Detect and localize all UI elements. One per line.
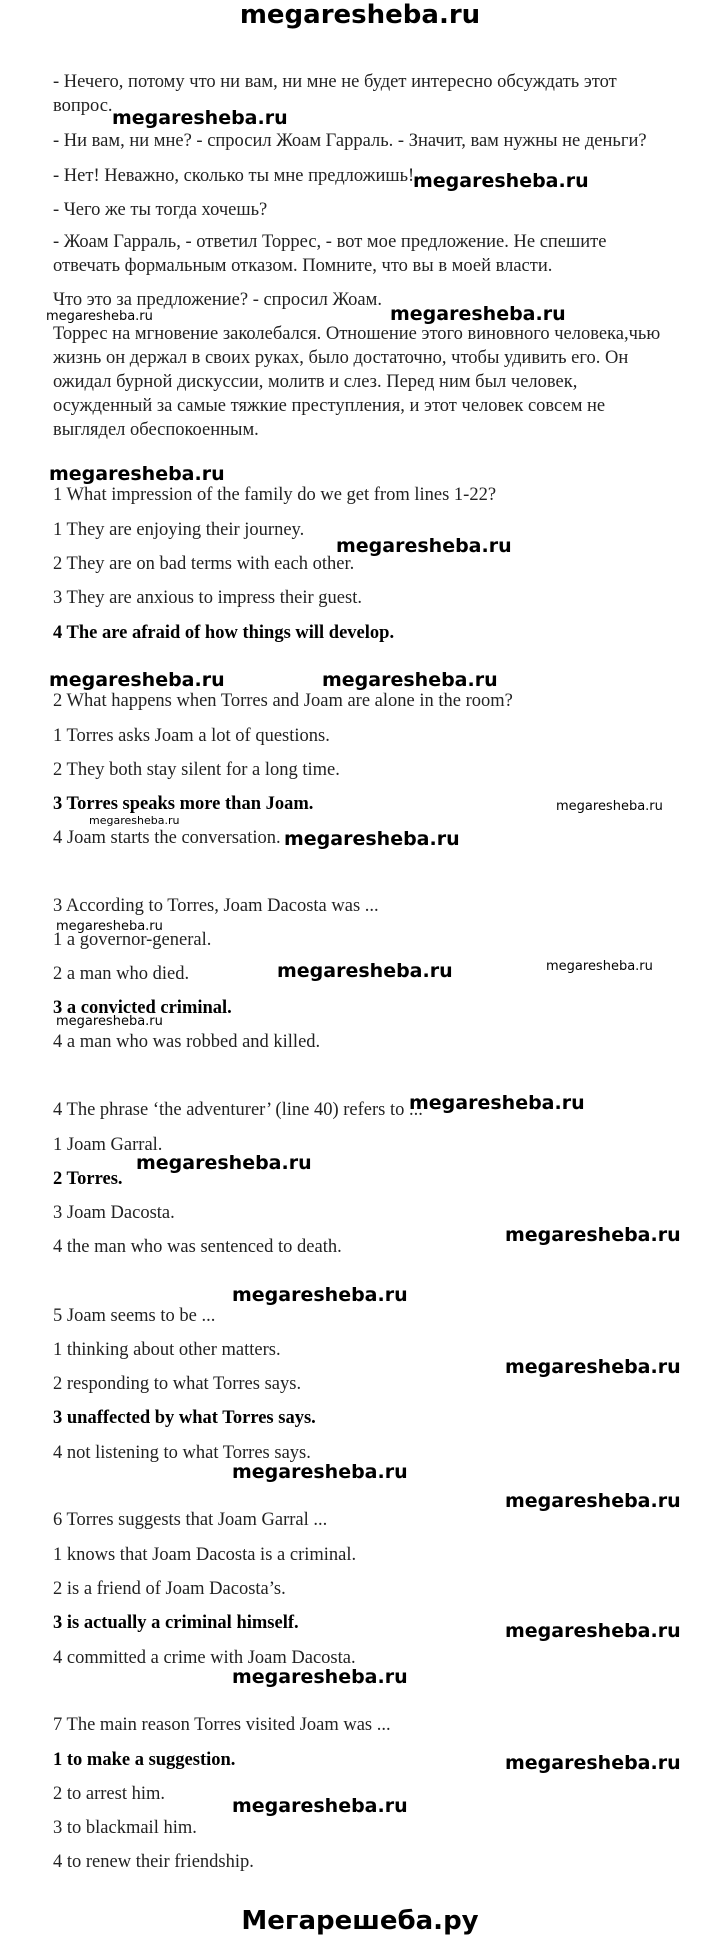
option: 1 They are enjoying their journey.	[53, 520, 305, 540]
option: 1 knows that Joam Dacosta is a criminal.	[53, 1545, 357, 1565]
option: 1 Torres asks Joam a lot of questions.	[53, 726, 330, 746]
watermark: megaresheba.ru	[56, 919, 163, 934]
site-footer: Мегарешеба.ру	[241, 1906, 479, 1936]
text-line: отвечать формальным отказом. Помните, что вы в моей власти.	[53, 256, 553, 276]
option: 2 to arrest him.	[53, 1784, 166, 1804]
option: 2 They are on bad terms with each other.	[53, 554, 355, 574]
option: 2 They both stay silent for a long time.	[53, 760, 340, 780]
watermark: megaresheba.ru	[505, 1620, 681, 1642]
option: 3 They are anxious to impress their guest.	[53, 588, 362, 608]
option: 4 the man who was sentenced to death.	[53, 1237, 342, 1257]
option: 4 a man who was robbed and killed.	[53, 1032, 321, 1052]
option-correct: 3 unaffected by what Torres says.	[53, 1408, 316, 1428]
site-header: megaresheba.ru	[239, 0, 481, 30]
watermark: megaresheba.ru	[232, 1284, 408, 1306]
option: 2 is a friend of Joam Dacosta’s.	[53, 1579, 286, 1599]
option: 4 to renew their friendship.	[53, 1852, 254, 1872]
question-3: 3 According to Torres, Joam Dacosta was ...	[53, 896, 379, 916]
watermark: megaresheba.ru	[46, 309, 153, 324]
text-line: осужденный за самые тяжкие преступления, и этот человек совсем не	[53, 396, 606, 416]
watermark: megaresheba.ru	[322, 669, 498, 691]
option-correct: 3 a convicted criminal.	[53, 998, 232, 1018]
watermark: megaresheba.ru	[409, 1092, 585, 1114]
option-correct: 4 The are afraid of how things will develop.	[53, 623, 395, 643]
option: 1 a governor-general.	[53, 930, 212, 950]
option: 1 Joam Garral.	[53, 1135, 163, 1155]
watermark: megaresheba.ru	[232, 1666, 408, 1688]
text-line: жизнь он держал в своих руках, было достаточно, чтобы удивить его. Он	[53, 348, 629, 368]
option-correct: 3 is actually a criminal himself.	[53, 1613, 299, 1633]
watermark: megaresheba.ru	[49, 669, 225, 691]
watermark: megaresheba.ru	[136, 1152, 312, 1174]
watermark: megaresheba.ru	[232, 1795, 408, 1817]
watermark: megaresheba.ru	[413, 170, 589, 192]
watermark: megaresheba.ru	[505, 1490, 681, 1512]
watermark: megaresheba.ru	[112, 107, 288, 129]
watermark: megaresheba.ru	[232, 1461, 408, 1483]
option: 2 a man who died.	[53, 964, 190, 984]
watermark: megaresheba.ru	[546, 959, 653, 974]
question-6: 6 Torres suggests that Joam Garral ...	[53, 1510, 328, 1530]
watermark: megaresheba.ru	[56, 1014, 163, 1029]
text-line: - Ни вам, ни мне? - спросил Жоам Гарраль. - Значит, вам нужны не деньги?	[53, 131, 647, 151]
watermark: megaresheba.ru	[505, 1356, 681, 1378]
watermark: megaresheba.ru	[556, 799, 663, 814]
option: 4 not listening to what Torres says.	[53, 1443, 311, 1463]
option: 1 thinking about other matters.	[53, 1340, 281, 1360]
text-line: Торрес на мгновение заколебался. Отношение этого виновного человека,чью	[53, 324, 661, 344]
watermark: megaresheba.ru	[390, 303, 566, 325]
text-line: Что это за предложение? - спросил Жоам.	[53, 290, 382, 310]
question-4: 4 The phrase ‘the adventurer’ (line 40) refers to ...	[53, 1100, 423, 1120]
watermark: megaresheba.ru	[284, 828, 460, 850]
watermark: megaresheba.ru	[505, 1752, 681, 1774]
option: 2 responding to what Torres says.	[53, 1374, 302, 1394]
option-correct: 2 Torres.	[53, 1169, 123, 1189]
text-line: выглядел обеспокоенным.	[53, 420, 259, 440]
option-correct: 3 Torres speaks more than Joam.	[53, 794, 314, 814]
watermark: megaresheba.ru	[89, 814, 180, 827]
text-line: - Нечего, потому что ни вам, ни мне не будет интересно обсуждать этот	[53, 72, 617, 92]
question-7: 7 The main reason Torres visited Joam was ...	[53, 1715, 391, 1735]
option: 4 committed a crime with Joam Dacosta.	[53, 1648, 356, 1668]
question-1: 1 What impression of the family do we get from lines 1-22?	[53, 485, 497, 505]
option: 4 Joam starts the conversation.	[53, 828, 281, 848]
question-2: 2 What happens when Torres and Joam are alone in the room?	[53, 691, 513, 711]
option: 3 to blackmail him.	[53, 1818, 197, 1838]
text-line: ожидал бурной дискуссии, молитв и слез. Перед ним был человек,	[53, 372, 578, 392]
text-line: - Чего же ты тогда хочешь?	[53, 200, 268, 220]
watermark: megaresheba.ru	[336, 535, 512, 557]
watermark: megaresheba.ru	[505, 1224, 681, 1246]
watermark: megaresheba.ru	[277, 960, 453, 982]
text-line: - Нет! Неважно, сколько ты мне предложишь!	[53, 166, 415, 186]
question-5: 5 Joam seems to be ...	[53, 1306, 216, 1326]
option-correct: 1 to make a suggestion.	[53, 1750, 236, 1770]
watermark: megaresheba.ru	[49, 463, 225, 485]
text-line: вопрос.	[53, 96, 113, 116]
text-line: - Жоам Гарраль, - ответил Торрес, - вот мое предложение. Не спешите	[53, 232, 607, 252]
option: 3 Joam Dacosta.	[53, 1203, 175, 1223]
